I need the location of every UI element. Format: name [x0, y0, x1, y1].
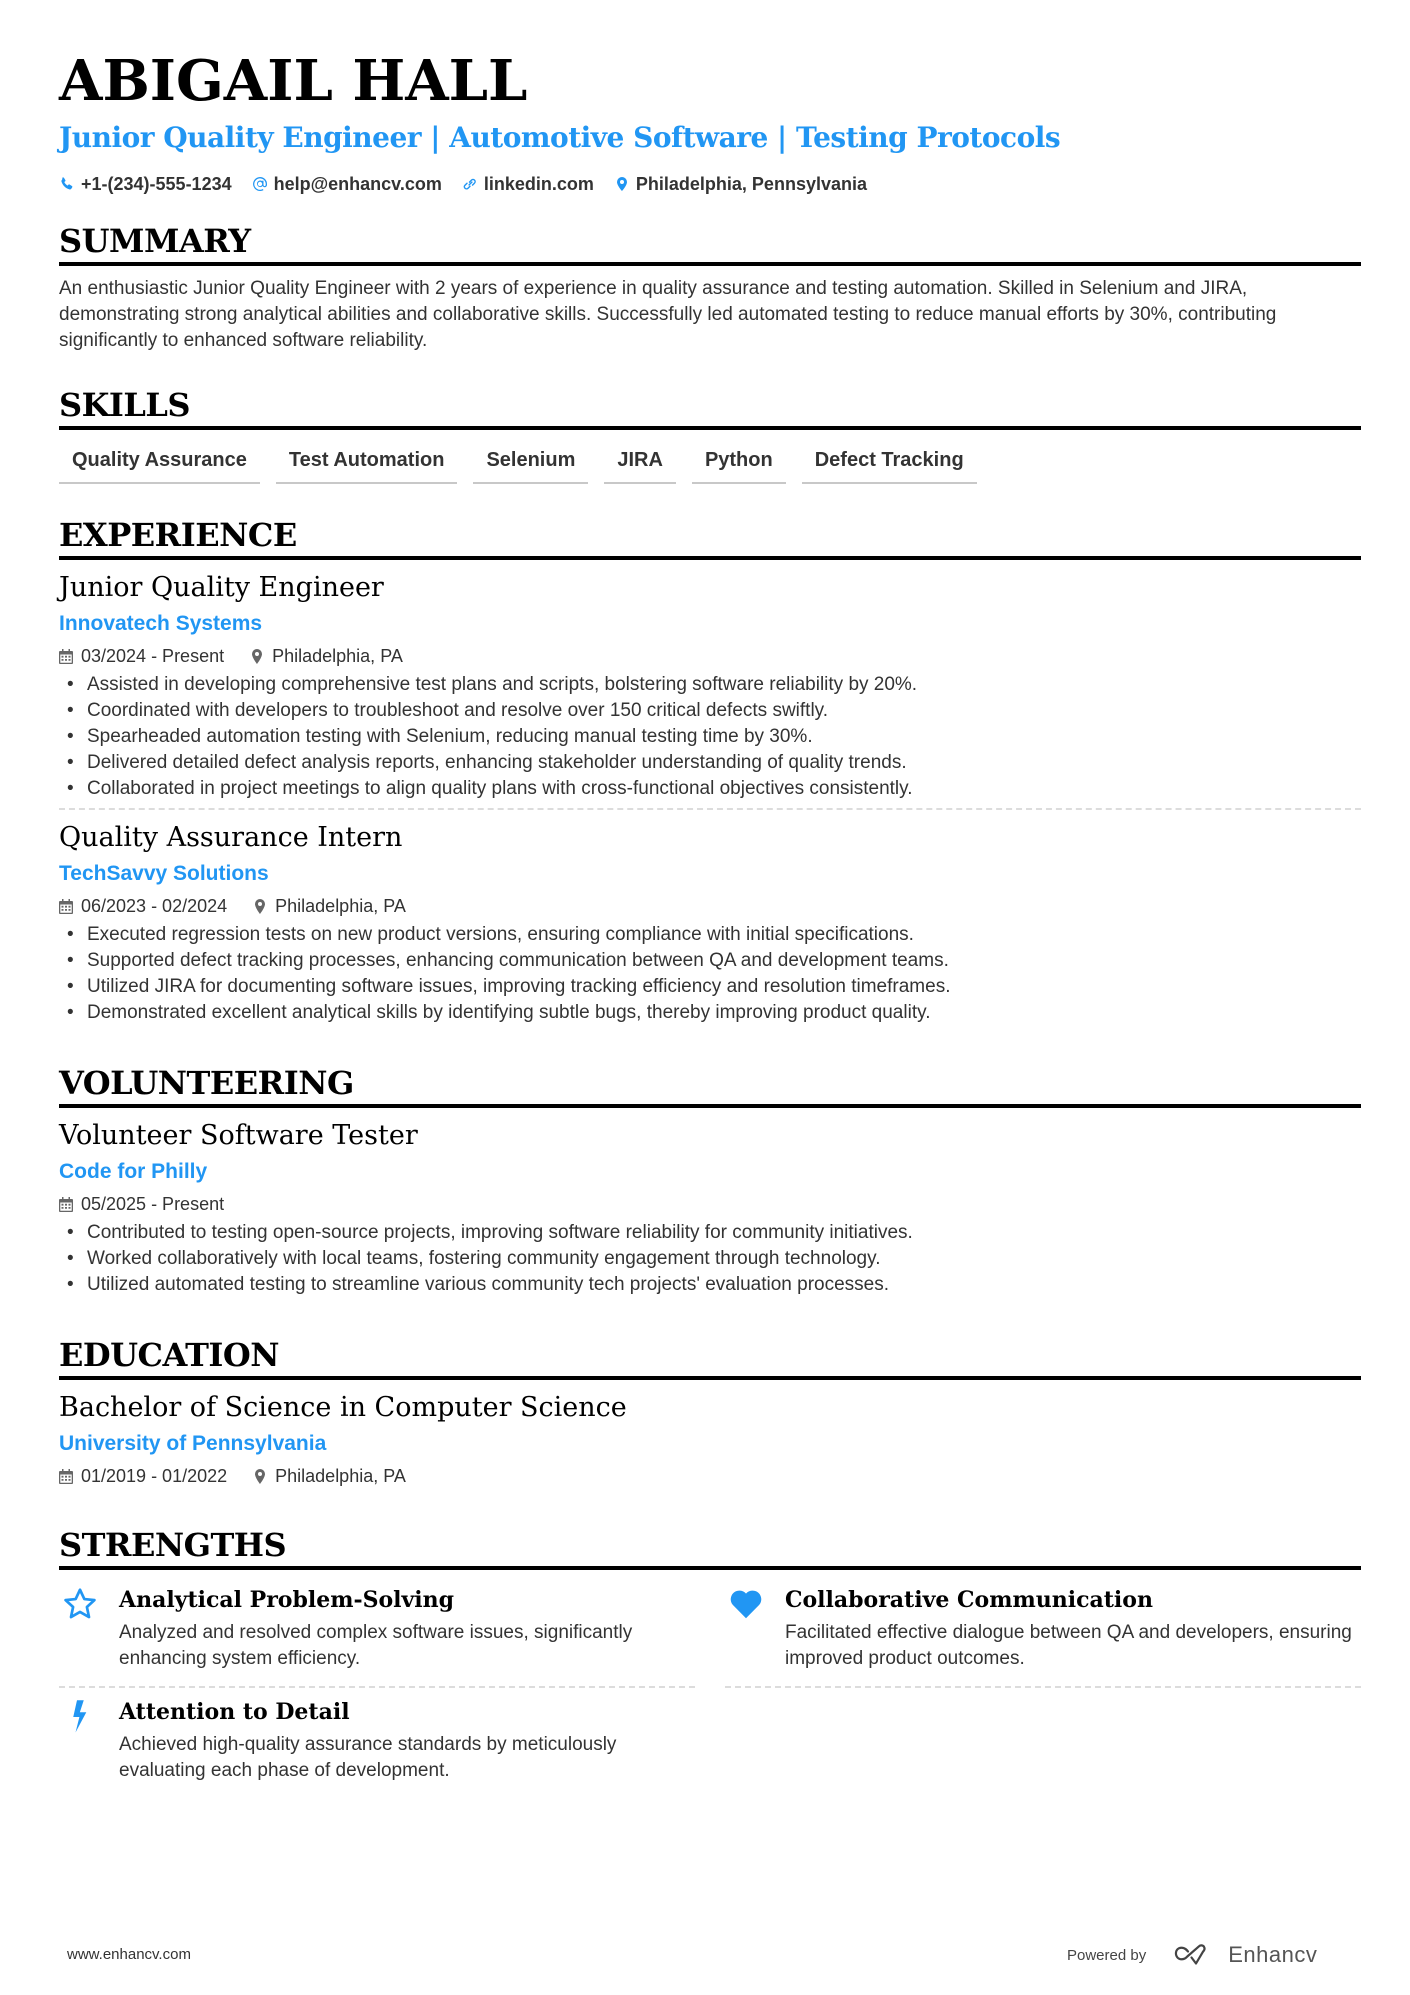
- bullet-item: • Executed regression tests on new product versions, ensuring compliance with initial specifications.: [59, 922, 1361, 948]
- volunteer-role: Volunteer Software Tester: [59, 1120, 418, 1151]
- strength-text: Analyzed and resolved complex software issues, significantly enhancing system efficiency.: [119, 1622, 633, 1669]
- phone-text: +1-(234)-555-1234: [81, 174, 232, 194]
- school: University of Pennsylvania: [59, 1432, 327, 1455]
- job-location: Philadelphia, PA: [275, 896, 406, 916]
- job-role: Junior Quality Engineer: [59, 572, 384, 603]
- strength-text: Facilitated effective dialogue between QA and developers, ensuring improved product outcomes.: [785, 1622, 1352, 1669]
- volunteer-organization: Code for Philly: [59, 1160, 208, 1183]
- strength-item: [725, 1576, 1361, 1688]
- footer-website-link[interactable]: www.enhancv.com: [67, 1946, 191, 1963]
- bullet-item: • Collaborated in project meetings to align quality plans with cross-functional objectives consistently.: [59, 776, 1361, 802]
- job-company: TechSavvy Solutions: [59, 862, 269, 885]
- skills-list: [59, 442, 1361, 484]
- volunteer-dates: 05/2025 - Present: [81, 1194, 225, 1214]
- contact-bar: [59, 172, 1361, 196]
- lightning-icon: [62, 1698, 98, 1734]
- bullet-item: • Utilized automated testing to streamline various community tech projects' evaluation processes.: [59, 1272, 1361, 1298]
- contact-email[interactable]: [252, 172, 442, 196]
- location-icon: [614, 176, 630, 192]
- education-dates: 01/2019 - 01/2022: [81, 1466, 228, 1486]
- job-role: Quality Assurance Intern: [59, 822, 403, 853]
- bullet-item: • Delivered detailed defect analysis reports, enhancing stakeholder understanding of quality trends.: [59, 750, 1361, 776]
- skill-tag: Selenium: [473, 442, 588, 484]
- bullet-item: • Supported defect tracking processes, enhancing communication between QA and development teams.: [59, 948, 1361, 974]
- experience-entry: [59, 570, 1361, 810]
- skill-tag: Quality Assurance: [59, 442, 260, 484]
- skill-tag: JIRA: [604, 442, 676, 484]
- section-title-volunteering: VOLUNTEERING: [59, 1062, 1361, 1108]
- resume-page: [59, 40, 1361, 1798]
- job-bullets: [59, 922, 1361, 1026]
- powered-by[interactable]: [1067, 1942, 1317, 1968]
- skill-tag: Defect Tracking: [802, 442, 977, 484]
- location-icon: [253, 1469, 267, 1484]
- section-title-strengths: STRENGTHS: [59, 1524, 1361, 1570]
- brand-name: Enhancv: [1228, 1942, 1318, 1967]
- footer: [0, 1942, 1410, 1972]
- job-meta: [59, 644, 1361, 668]
- strength-item: [59, 1576, 695, 1688]
- strength-text: Achieved high-quality assurance standards by meticulously evaluating each phase of development.: [119, 1734, 617, 1781]
- volunteering-entry: [59, 1118, 1361, 1298]
- degree: Bachelor of Science in Computer Science: [59, 1392, 627, 1423]
- bullet-item: • Demonstrated excellent analytical skills by identifying subtle bugs, thereby improving product quality.: [59, 1000, 1361, 1026]
- at-icon: [252, 176, 268, 192]
- entry-divider: [59, 808, 1361, 810]
- link-icon: [462, 176, 478, 192]
- calendar-icon: [59, 1197, 73, 1212]
- email-text: help@enhancv.com: [273, 174, 442, 194]
- enhancv-logo-icon: [1172, 1943, 1218, 1967]
- volunteer-bullets: [59, 1220, 1361, 1298]
- skill-tag: Python: [692, 442, 786, 484]
- bullet-item: • Spearheaded automation testing with Selenium, reducing manual testing time by 30%.: [59, 724, 1361, 750]
- location-icon: [253, 899, 267, 914]
- experience-entry: [59, 820, 1361, 1026]
- calendar-icon: [59, 899, 73, 914]
- bullet-item: • Worked collaboratively with local teams, fostering community engagement through technology.: [59, 1246, 1361, 1272]
- job-bullets: [59, 672, 1361, 802]
- section-title-skills: SKILLS: [59, 384, 1361, 430]
- job-meta: [59, 894, 1361, 918]
- brand-logo: [1172, 1942, 1317, 1968]
- strength-title: Collaborative Communication: [785, 1587, 1153, 1613]
- strengths-grid: [59, 1576, 1361, 1798]
- section-title-experience: EXPERIENCE: [59, 514, 1361, 560]
- linkedin-text: linkedin.com: [483, 174, 594, 194]
- calendar-icon: [59, 1469, 73, 1484]
- candidate-headline: Junior Quality Engineer | Automotive Software | Testing Protocols: [59, 121, 1061, 154]
- contact-linkedin[interactable]: [462, 172, 594, 196]
- strength-item: [59, 1688, 695, 1798]
- phone-icon: [59, 176, 75, 192]
- contact-phone[interactable]: [59, 172, 232, 196]
- bullet-item: • Coordinated with developers to troubleshoot and resolve over 150 critical defects swiftly.: [59, 698, 1361, 724]
- education-entry: [59, 1390, 1361, 1488]
- calendar-icon: [59, 649, 73, 664]
- strength-title: Analytical Problem-Solving: [119, 1587, 455, 1613]
- location-icon: [250, 649, 264, 664]
- bullet-item: • Utilized JIRA for documenting software issues, improving tracking efficiency and resolution timeframes.: [59, 974, 1361, 1000]
- location-text: Philadelphia, Pennsylvania: [635, 174, 867, 194]
- section-title-education: EDUCATION: [59, 1334, 1361, 1380]
- job-dates: 06/2023 - 02/2024: [81, 896, 228, 916]
- skill-tag: Test Automation: [276, 442, 458, 484]
- volunteer-meta: [59, 1192, 1361, 1216]
- education-meta: [59, 1464, 1361, 1488]
- job-dates: 03/2024 - Present: [81, 646, 225, 666]
- section-title-summary: SUMMARY: [59, 220, 1361, 266]
- job-location: Philadelphia, PA: [272, 646, 403, 666]
- job-company: Innovatech Systems: [59, 612, 263, 635]
- education-location: Philadelphia, PA: [275, 1466, 406, 1486]
- contact-location: [614, 172, 867, 196]
- strength-title: Attention to Detail: [119, 1699, 350, 1725]
- candidate-name: ABIGAIL HALL: [59, 48, 528, 114]
- summary-text: An enthusiastic Junior Quality Engineer with 2 years of experience in quality assurance and testing automation. Skilled in Selenium and JIRA, demonstrating strong analytical abilities and collaborative skills. Successfully led automated testing to reduce manual efforts by 30%, contributing significantly to enhanced software reliability.: [59, 278, 1277, 351]
- heart-icon: [728, 1586, 764, 1622]
- bullet-item: • Assisted in developing comprehensive test plans and scripts, bolstering software reliability by 20%.: [59, 672, 1361, 698]
- star-icon: [62, 1586, 98, 1622]
- bullet-item: • Contributed to testing open-source projects, improving software reliability for community initiatives.: [59, 1220, 1361, 1246]
- powered-by-label: Powered by: [1067, 1946, 1147, 1964]
